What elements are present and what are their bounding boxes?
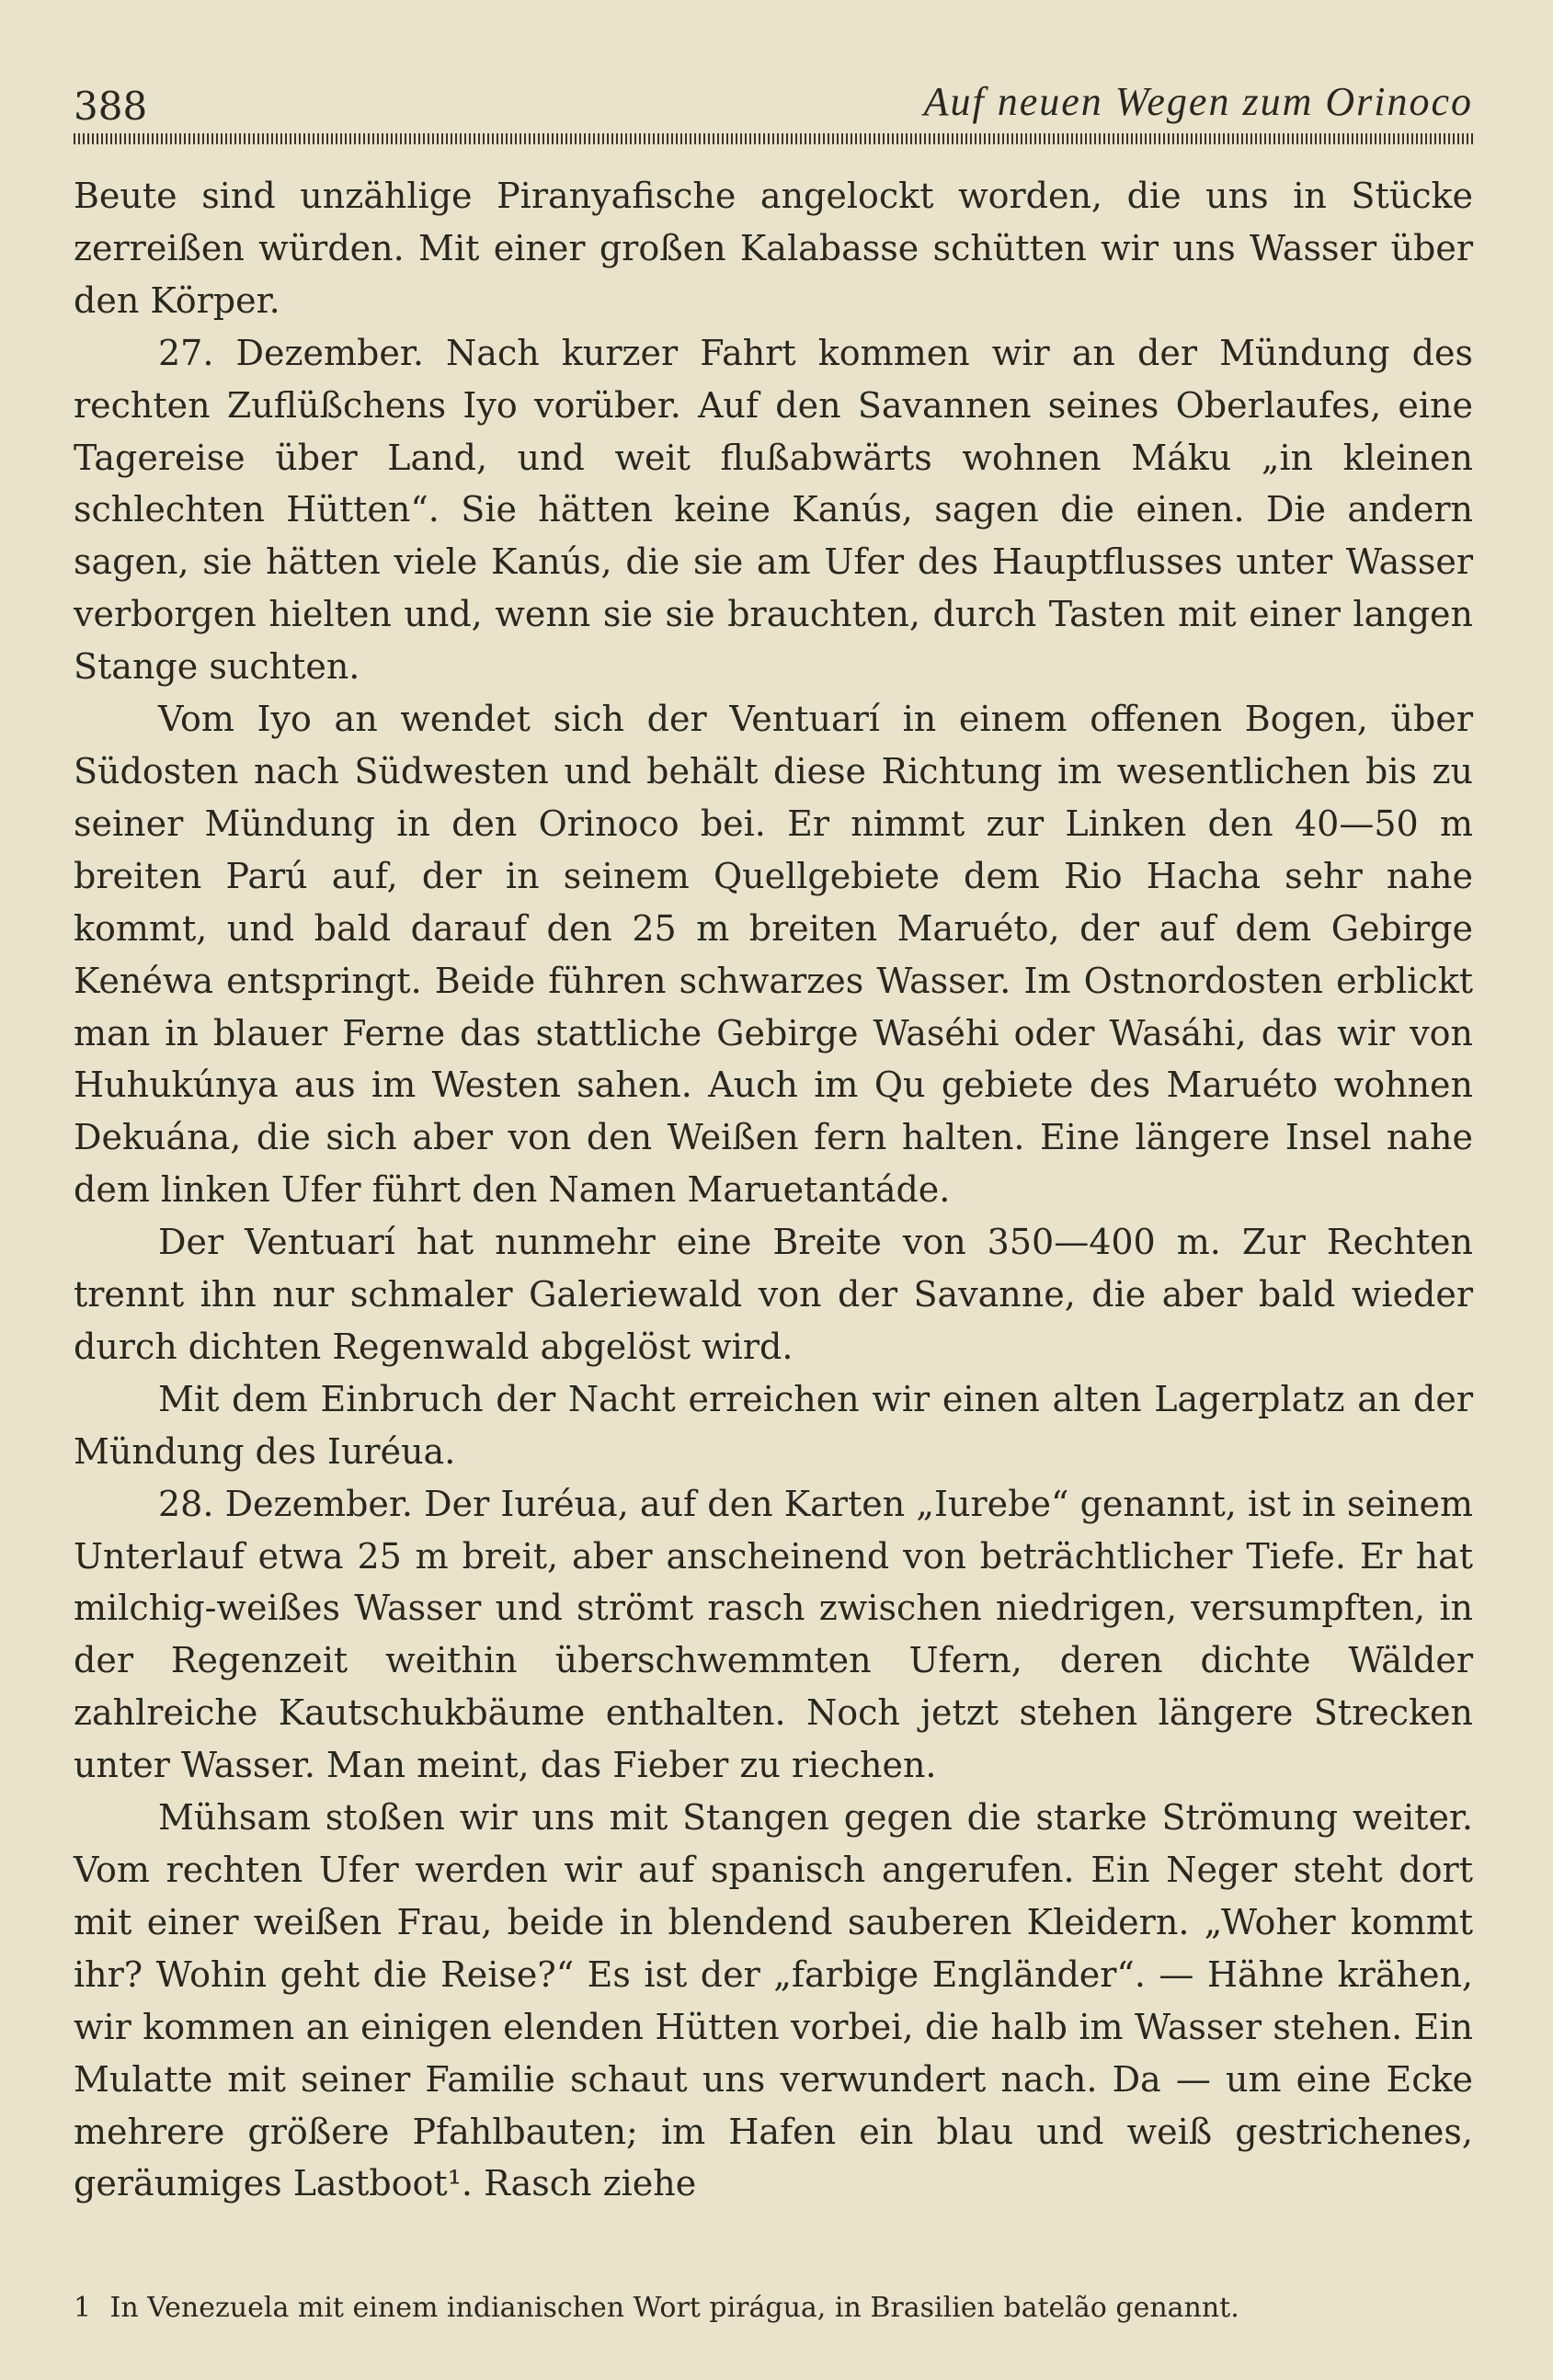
running-title: Auf neuen Wegen zum Orinoco — [923, 79, 1473, 124]
paragraph-4: Der Ventuarí hat nunmehr eine Breite von 350—400 m. Zur Rechten trennt ihn nur schmaler Galeriewald von der Savanne, die aber bald wieder durch dichten Regenwald abgelöst wird. — [74, 1222, 1473, 1367]
paragraph-6: 28. Dezember. Der Iuréua, auf den Karten „Iurebe“ genannt, ist in seinem Unterlauf etwa 25 m breit, aber anscheinend von beträchtlicher Tiefe. Er hat milchig-weißes Wasser und strömt rasch zwischen niedrigen, versumpften, in der Regenzeit weithin überschwemmten Ufern, deren dichte Wälder zahlreiche Kautschukbäume enthalten. Noch jetzt stehen längere Strecken unter Wasser. Man meint, das Fieber zu riechen. — [74, 1483, 1473, 1786]
footnote-marker: 1 — [74, 2292, 92, 2324]
book-page — [74, 78, 1473, 2340]
footnote-text: In Venezuela mit einem indianischen Wort pirágua, in Brasilien batelão genannt. — [109, 2292, 1239, 2324]
footnote — [74, 2288, 1473, 2329]
paragraph-3: Vom Iyo an wendet sich der Ventuarí in einem offenen Bogen, über Südosten nach Südwesten und behält diese Richtung im wesentlichen bis zu seiner Mündung in den Orinoco bei. Er nimmt zur Linken den 40—50 m breiten Parú auf, der in seinem Quellgebiete dem Rio Hacha sehr nahe kommt, und bald darauf den 25 m breiten Maruéto, der auf dem Gebirge Kenéwa entspringt. Beide führen schwarzes Wasser. Im Ostnordosten erblickt man in blauer Ferne das stattliche Gebirge Waséhi oder Wasáhi, das wir von Huhukúnya aus im Westen sahen. Auch im Qu gebiete des Maruéto wohnen Dekuána, die sich aber von den Weißen fern halten. Eine längere Insel nahe dem linken Ufer führt den Namen Maruetantáde. — [74, 699, 1473, 1211]
page-header — [74, 78, 1473, 135]
paragraph-7: Mühsam stoßen wir uns mit Stangen gegen die starke Strömung weiter. Vom rechten Ufer werden wir auf spanisch angerufen. Ein Neger steht dort mit einer weißen Frau, beide in blendend sauberen Kleidern. „Woher kommt ihr? Wohin geht die Reise?“ Es ist der „farbige Engländer“. — Hähne krähen, wir kommen an einigen elenden Hütten vorbei, die halb im Wasser stehen. Ein Mulatte mit seiner Familie schaut uns verwundert nach. Da — um eine Ecke mehrere größere Pfahlbauten; im Hafen ein blau und weiß gestrichenes, geräumiges Lastboot¹. Rasch ziehe — [74, 1797, 1473, 2204]
paragraph-2: 27. Dezember. Nach kurzer Fahrt kommen wir an der Mündung des rechten Zuflüßchens Iyo vorüber. Auf den Savannen seines Oberlaufes, eine Tagereise über Land, und weit flußabwärts wohnen Máku „in kleinen schlechten Hütten“. Sie hätten keine Kanús, sagen die einen. Die andern sagen, sie hätten viele Kanús, die sie am Ufer des Hauptflusses unter Wasser verborgen hielten und, wenn sie sie brauchten, durch Tasten mit einer langen Stange suchten. — [74, 332, 1473, 688]
paragraph-1: Beute sind unzählige Piranyafische angelockt worden, die uns in Stücke zerreißen würden. Mit einer großen Kalabasse schütten wir uns Wasser über den Körper. — [74, 176, 1473, 321]
paragraph-5: Mit dem Einbruch der Nacht erreichen wir einen alten Lagerplatz an der Mündung des Iuréua. — [74, 1378, 1473, 1472]
page-number: 388 — [74, 84, 148, 129]
header-rule — [74, 133, 1473, 144]
body-text — [74, 170, 1473, 2210]
